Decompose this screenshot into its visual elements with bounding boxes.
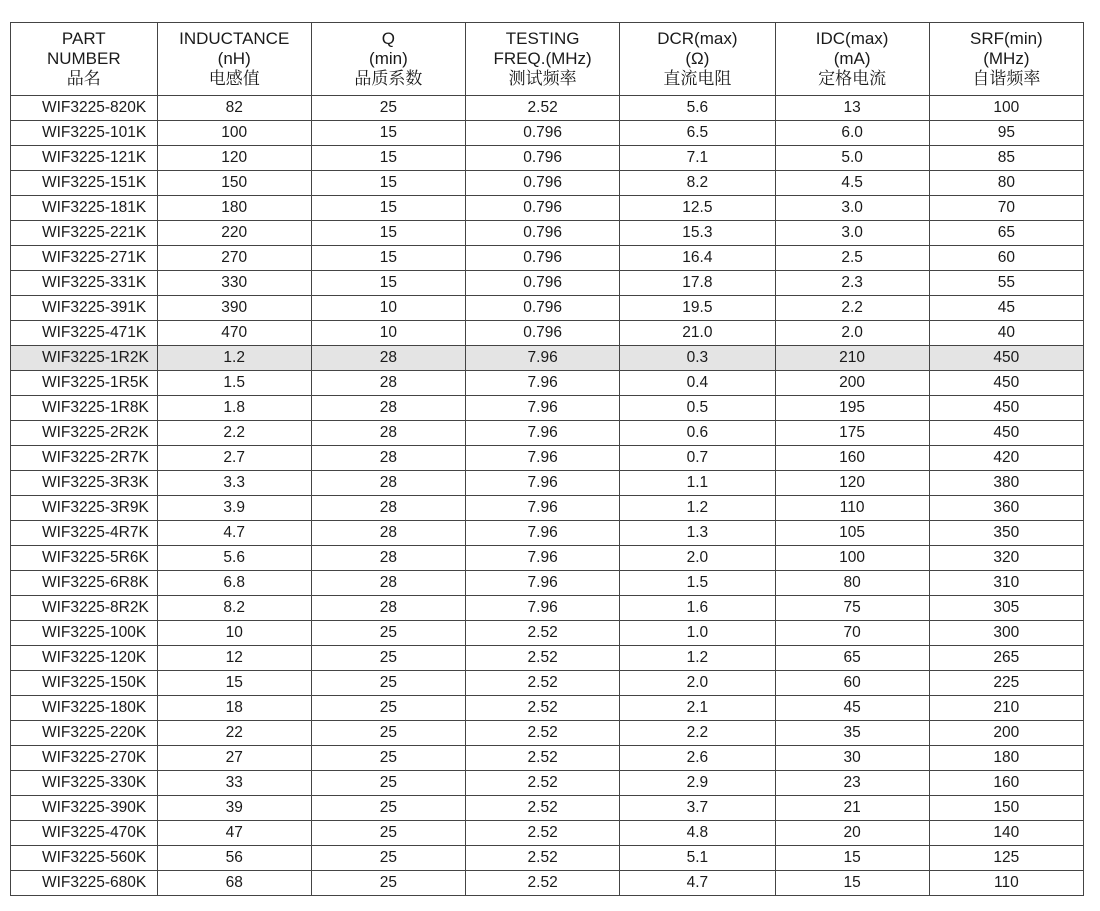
testing-freq-cell: 2.52	[466, 746, 620, 771]
srf-cell: 420	[929, 446, 1083, 471]
part-number-cell: WIF3225-391K	[11, 296, 158, 321]
table-row	[11, 871, 1084, 896]
testing-freq-cell: 2.52	[466, 796, 620, 821]
dcr-cell: 0.5	[620, 396, 775, 421]
inductance-cell: 39	[157, 796, 311, 821]
srf-cell: 45	[929, 296, 1083, 321]
part-number-cell: WIF3225-270K	[11, 746, 158, 771]
q-cell: 15	[311, 146, 465, 171]
inductance-cell: 5.6	[157, 546, 311, 571]
testing-freq-cell: 7.96	[466, 521, 620, 546]
testing-freq-cell: 7.96	[466, 446, 620, 471]
q-cell: 25	[311, 746, 465, 771]
header-line: (Ω)	[685, 49, 710, 68]
q-cell: 15	[311, 171, 465, 196]
part-number-cell: WIF3225-2R7K	[11, 446, 158, 471]
q-cell: 28	[311, 546, 465, 571]
dcr-cell: 12.5	[620, 196, 775, 221]
q-cell: 15	[311, 221, 465, 246]
testing-freq-cell: 2.52	[466, 871, 620, 896]
q-cell: 15	[311, 121, 465, 146]
testing-freq-cell: 0.796	[466, 321, 620, 346]
dcr-cell: 1.5	[620, 571, 775, 596]
table-row	[11, 346, 1084, 371]
table-row	[11, 121, 1084, 146]
q-cell: 25	[311, 696, 465, 721]
header-line: FREQ.(MHz)	[493, 49, 592, 68]
part-number-cell: WIF3225-8R2K	[11, 596, 158, 621]
header-line: 测试频率	[508, 69, 577, 88]
inductance-cell: 18	[157, 696, 311, 721]
part-number-cell: WIF3225-120K	[11, 646, 158, 671]
inductance-cell: 3.9	[157, 496, 311, 521]
idc-cell: 30	[775, 746, 929, 771]
inductance-cell: 12	[157, 646, 311, 671]
idc-cell: 75	[775, 596, 929, 621]
dcr-cell: 5.6	[620, 96, 775, 121]
testing-freq-cell: 0.796	[466, 121, 620, 146]
inductance-cell: 8.2	[157, 596, 311, 621]
srf-cell: 80	[929, 171, 1083, 196]
part-number-cell: WIF3225-121K	[11, 146, 158, 171]
table-row	[11, 246, 1084, 271]
part-number-cell: WIF3225-5R6K	[11, 546, 158, 571]
dcr-cell: 1.2	[620, 496, 775, 521]
part-number-cell: WIF3225-330K	[11, 771, 158, 796]
header-line: 定格电流	[818, 69, 887, 88]
q-cell: 25	[311, 796, 465, 821]
srf-cell: 40	[929, 321, 1083, 346]
header-dcr	[620, 23, 775, 96]
idc-cell: 5.0	[775, 146, 929, 171]
dcr-cell: 0.7	[620, 446, 775, 471]
testing-freq-cell: 7.96	[466, 571, 620, 596]
part-number-cell: WIF3225-331K	[11, 271, 158, 296]
idc-cell: 20	[775, 821, 929, 846]
dcr-cell: 17.8	[620, 271, 775, 296]
q-cell: 28	[311, 446, 465, 471]
header-line: DCR(max)	[657, 29, 738, 48]
srf-cell: 140	[929, 821, 1083, 846]
srf-cell: 125	[929, 846, 1083, 871]
idc-cell: 3.0	[775, 196, 929, 221]
q-cell: 28	[311, 596, 465, 621]
q-cell: 25	[311, 671, 465, 696]
table-row	[11, 721, 1084, 746]
testing-freq-cell: 0.796	[466, 196, 620, 221]
inductance-cell: 22	[157, 721, 311, 746]
table-row	[11, 621, 1084, 646]
srf-cell: 110	[929, 871, 1083, 896]
part-number-cell: WIF3225-470K	[11, 821, 158, 846]
srf-cell: 70	[929, 196, 1083, 221]
table-row	[11, 221, 1084, 246]
part-number-cell: WIF3225-1R2K	[11, 346, 158, 371]
srf-cell: 350	[929, 521, 1083, 546]
q-cell: 15	[311, 271, 465, 296]
table-row	[11, 771, 1084, 796]
table-row	[11, 396, 1084, 421]
srf-cell: 100	[929, 96, 1083, 121]
q-cell: 28	[311, 571, 465, 596]
dcr-cell: 21.0	[620, 321, 775, 346]
idc-cell: 2.2	[775, 296, 929, 321]
inductance-cell: 2.2	[157, 421, 311, 446]
idc-cell: 60	[775, 671, 929, 696]
header-line: 品质系数	[354, 69, 423, 88]
inductance-cell: 1.5	[157, 371, 311, 396]
part-number-cell: WIF3225-3R9K	[11, 496, 158, 521]
header-line: 自谐频率	[972, 69, 1041, 88]
testing-freq-cell: 7.96	[466, 396, 620, 421]
testing-freq-cell: 2.52	[466, 846, 620, 871]
header-q	[311, 23, 465, 96]
testing-freq-cell: 0.796	[466, 171, 620, 196]
table-row	[11, 521, 1084, 546]
srf-cell: 150	[929, 796, 1083, 821]
table-row	[11, 196, 1084, 221]
q-cell: 10	[311, 321, 465, 346]
header-idc	[775, 23, 929, 96]
q-cell: 28	[311, 496, 465, 521]
inductance-cell: 270	[157, 246, 311, 271]
testing-freq-cell: 0.796	[466, 271, 620, 296]
q-cell: 25	[311, 871, 465, 896]
testing-freq-cell: 7.96	[466, 421, 620, 446]
idc-cell: 3.0	[775, 221, 929, 246]
idc-cell: 6.0	[775, 121, 929, 146]
q-cell: 15	[311, 246, 465, 271]
header-inductance	[157, 23, 311, 96]
table-row	[11, 821, 1084, 846]
testing-freq-cell: 7.96	[466, 371, 620, 396]
header-line: Q	[381, 29, 396, 48]
srf-cell: 265	[929, 646, 1083, 671]
idc-cell: 120	[775, 471, 929, 496]
dcr-cell: 7.1	[620, 146, 775, 171]
dcr-cell: 1.6	[620, 596, 775, 621]
idc-cell: 4.5	[775, 171, 929, 196]
header-line: TESTING	[505, 29, 580, 48]
idc-cell: 80	[775, 571, 929, 596]
header-part-number	[11, 23, 158, 96]
inductance-cell: 3.3	[157, 471, 311, 496]
testing-freq-cell: 2.52	[466, 821, 620, 846]
q-cell: 15	[311, 196, 465, 221]
table-row	[11, 546, 1084, 571]
q-cell: 25	[311, 821, 465, 846]
dcr-cell: 0.6	[620, 421, 775, 446]
inductance-cell: 15	[157, 671, 311, 696]
table-row	[11, 146, 1084, 171]
idc-cell: 45	[775, 696, 929, 721]
table-row	[11, 671, 1084, 696]
inductance-cell: 6.8	[157, 571, 311, 596]
dcr-cell: 2.0	[620, 546, 775, 571]
part-number-cell: WIF3225-390K	[11, 796, 158, 821]
idc-cell: 175	[775, 421, 929, 446]
dcr-cell: 2.6	[620, 746, 775, 771]
idc-cell: 15	[775, 846, 929, 871]
part-number-cell: WIF3225-1R5K	[11, 371, 158, 396]
dcr-cell: 15.3	[620, 221, 775, 246]
dcr-cell: 16.4	[620, 246, 775, 271]
srf-cell: 305	[929, 596, 1083, 621]
inductance-cell: 470	[157, 321, 311, 346]
srf-cell: 450	[929, 346, 1083, 371]
testing-freq-cell: 2.52	[466, 696, 620, 721]
header-line: PART	[61, 29, 106, 48]
table-row	[11, 496, 1084, 521]
dcr-cell: 4.8	[620, 821, 775, 846]
srf-cell: 160	[929, 771, 1083, 796]
header-line: (mA)	[833, 49, 871, 68]
table-row	[11, 471, 1084, 496]
idc-cell: 160	[775, 446, 929, 471]
testing-freq-cell: 7.96	[466, 546, 620, 571]
part-number-cell: WIF3225-100K	[11, 621, 158, 646]
testing-freq-cell: 7.96	[466, 596, 620, 621]
idc-cell: 65	[775, 646, 929, 671]
part-number-cell: WIF3225-220K	[11, 721, 158, 746]
inductance-cell: 330	[157, 271, 311, 296]
testing-freq-cell: 2.52	[466, 671, 620, 696]
dcr-cell: 8.2	[620, 171, 775, 196]
inductance-cell: 100	[157, 121, 311, 146]
srf-cell: 450	[929, 371, 1083, 396]
inductance-cell: 390	[157, 296, 311, 321]
srf-cell: 225	[929, 671, 1083, 696]
table-row	[11, 596, 1084, 621]
idc-cell: 35	[775, 721, 929, 746]
inductance-cell: 1.8	[157, 396, 311, 421]
header-testing-freq	[466, 23, 620, 96]
q-cell: 28	[311, 521, 465, 546]
inductance-cell: 68	[157, 871, 311, 896]
header-row	[11, 23, 1084, 96]
srf-cell: 85	[929, 146, 1083, 171]
srf-cell: 320	[929, 546, 1083, 571]
part-number-cell: WIF3225-150K	[11, 671, 158, 696]
table-row	[11, 96, 1084, 121]
header-line: 电感值	[208, 69, 260, 88]
header-line: 品名	[66, 69, 101, 88]
part-number-cell: WIF3225-151K	[11, 171, 158, 196]
dcr-cell: 2.2	[620, 721, 775, 746]
dcr-cell: 5.1	[620, 846, 775, 871]
testing-freq-cell: 0.796	[466, 146, 620, 171]
testing-freq-cell: 0.796	[466, 246, 620, 271]
table-row	[11, 271, 1084, 296]
srf-cell: 180	[929, 746, 1083, 771]
idc-cell: 13	[775, 96, 929, 121]
part-number-cell: WIF3225-180K	[11, 696, 158, 721]
dcr-cell: 1.3	[620, 521, 775, 546]
srf-cell: 450	[929, 421, 1083, 446]
q-cell: 28	[311, 371, 465, 396]
part-number-cell: WIF3225-101K	[11, 121, 158, 146]
idc-cell: 100	[775, 546, 929, 571]
header-line: (min)	[369, 49, 408, 68]
part-number-cell: WIF3225-560K	[11, 846, 158, 871]
table-row	[11, 646, 1084, 671]
part-number-cell: WIF3225-4R7K	[11, 521, 158, 546]
table-header	[11, 23, 1084, 96]
srf-cell: 65	[929, 221, 1083, 246]
dcr-cell: 1.2	[620, 646, 775, 671]
inductance-cell: 2.7	[157, 446, 311, 471]
part-number-cell: WIF3225-471K	[11, 321, 158, 346]
idc-cell: 200	[775, 371, 929, 396]
srf-cell: 60	[929, 246, 1083, 271]
q-cell: 25	[311, 721, 465, 746]
part-number-cell: WIF3225-221K	[11, 221, 158, 246]
idc-cell: 21	[775, 796, 929, 821]
table-row	[11, 746, 1084, 771]
idc-cell: 70	[775, 621, 929, 646]
idc-cell: 195	[775, 396, 929, 421]
table-row	[11, 371, 1084, 396]
q-cell: 25	[311, 96, 465, 121]
q-cell: 28	[311, 471, 465, 496]
srf-cell: 380	[929, 471, 1083, 496]
idc-cell: 110	[775, 496, 929, 521]
q-cell: 25	[311, 621, 465, 646]
testing-freq-cell: 7.96	[466, 496, 620, 521]
dcr-cell: 3.7	[620, 796, 775, 821]
table-row	[11, 296, 1084, 321]
inductance-cell: 180	[157, 196, 311, 221]
header-line: IDC(max)	[815, 29, 889, 48]
dcr-cell: 19.5	[620, 296, 775, 321]
srf-cell: 360	[929, 496, 1083, 521]
header-srf	[929, 23, 1083, 96]
idc-cell: 15	[775, 871, 929, 896]
dcr-cell: 2.0	[620, 671, 775, 696]
inductance-cell: 220	[157, 221, 311, 246]
inductance-cell: 82	[157, 96, 311, 121]
idc-cell: 210	[775, 346, 929, 371]
header-line: (MHz)	[983, 49, 1030, 68]
srf-cell: 95	[929, 121, 1083, 146]
idc-cell: 2.5	[775, 246, 929, 271]
srf-cell: 210	[929, 696, 1083, 721]
dcr-cell: 0.3	[620, 346, 775, 371]
header-line: SRF(min)	[970, 29, 1043, 48]
testing-freq-cell: 7.96	[466, 471, 620, 496]
dcr-cell: 1.0	[620, 621, 775, 646]
inductance-cell: 4.7	[157, 521, 311, 546]
table-row	[11, 171, 1084, 196]
inductance-cell: 10	[157, 621, 311, 646]
idc-cell: 2.0	[775, 321, 929, 346]
srf-cell: 55	[929, 271, 1083, 296]
part-number-cell: WIF3225-271K	[11, 246, 158, 271]
inductance-cell: 120	[157, 146, 311, 171]
dcr-cell: 4.7	[620, 871, 775, 896]
table-row	[11, 421, 1084, 446]
inductance-cell: 56	[157, 846, 311, 871]
table-row	[11, 696, 1084, 721]
q-cell: 10	[311, 296, 465, 321]
part-number-cell: WIF3225-1R8K	[11, 396, 158, 421]
inductance-cell: 27	[157, 746, 311, 771]
inductance-cell: 1.2	[157, 346, 311, 371]
testing-freq-cell: 2.52	[466, 646, 620, 671]
part-number-cell: WIF3225-2R2K	[11, 421, 158, 446]
dcr-cell: 1.1	[620, 471, 775, 496]
q-cell: 25	[311, 846, 465, 871]
testing-freq-cell: 7.96	[466, 346, 620, 371]
table-row	[11, 321, 1084, 346]
table-row	[11, 846, 1084, 871]
part-number-cell: WIF3225-680K	[11, 871, 158, 896]
header-line: (nH)	[217, 49, 251, 68]
inductor-spec-table	[10, 22, 1084, 896]
q-cell: 28	[311, 396, 465, 421]
q-cell: 25	[311, 771, 465, 796]
testing-freq-cell: 0.796	[466, 221, 620, 246]
table-row	[11, 796, 1084, 821]
table-row	[11, 571, 1084, 596]
q-cell: 25	[311, 646, 465, 671]
srf-cell: 300	[929, 621, 1083, 646]
testing-freq-cell: 2.52	[466, 621, 620, 646]
dcr-cell: 2.1	[620, 696, 775, 721]
idc-cell: 2.3	[775, 271, 929, 296]
header-line: 直流电阻	[663, 69, 732, 88]
dcr-cell: 0.4	[620, 371, 775, 396]
inductance-cell: 33	[157, 771, 311, 796]
part-number-cell: WIF3225-181K	[11, 196, 158, 221]
header-line: INDUCTANCE	[179, 29, 290, 48]
q-cell: 28	[311, 346, 465, 371]
part-number-cell: WIF3225-820K	[11, 96, 158, 121]
dcr-cell: 2.9	[620, 771, 775, 796]
inductance-cell: 47	[157, 821, 311, 846]
testing-freq-cell: 2.52	[466, 96, 620, 121]
part-number-cell: WIF3225-6R8K	[11, 571, 158, 596]
q-cell: 28	[311, 421, 465, 446]
table-row	[11, 446, 1084, 471]
testing-freq-cell: 2.52	[466, 721, 620, 746]
inductance-cell: 150	[157, 171, 311, 196]
srf-cell: 450	[929, 396, 1083, 421]
testing-freq-cell: 2.52	[466, 771, 620, 796]
testing-freq-cell: 0.796	[466, 296, 620, 321]
dcr-cell: 6.5	[620, 121, 775, 146]
table-body	[11, 96, 1084, 896]
idc-cell: 23	[775, 771, 929, 796]
srf-cell: 200	[929, 721, 1083, 746]
idc-cell: 105	[775, 521, 929, 546]
srf-cell: 310	[929, 571, 1083, 596]
part-number-cell: WIF3225-3R3K	[11, 471, 158, 496]
header-line: NUMBER	[46, 49, 121, 68]
